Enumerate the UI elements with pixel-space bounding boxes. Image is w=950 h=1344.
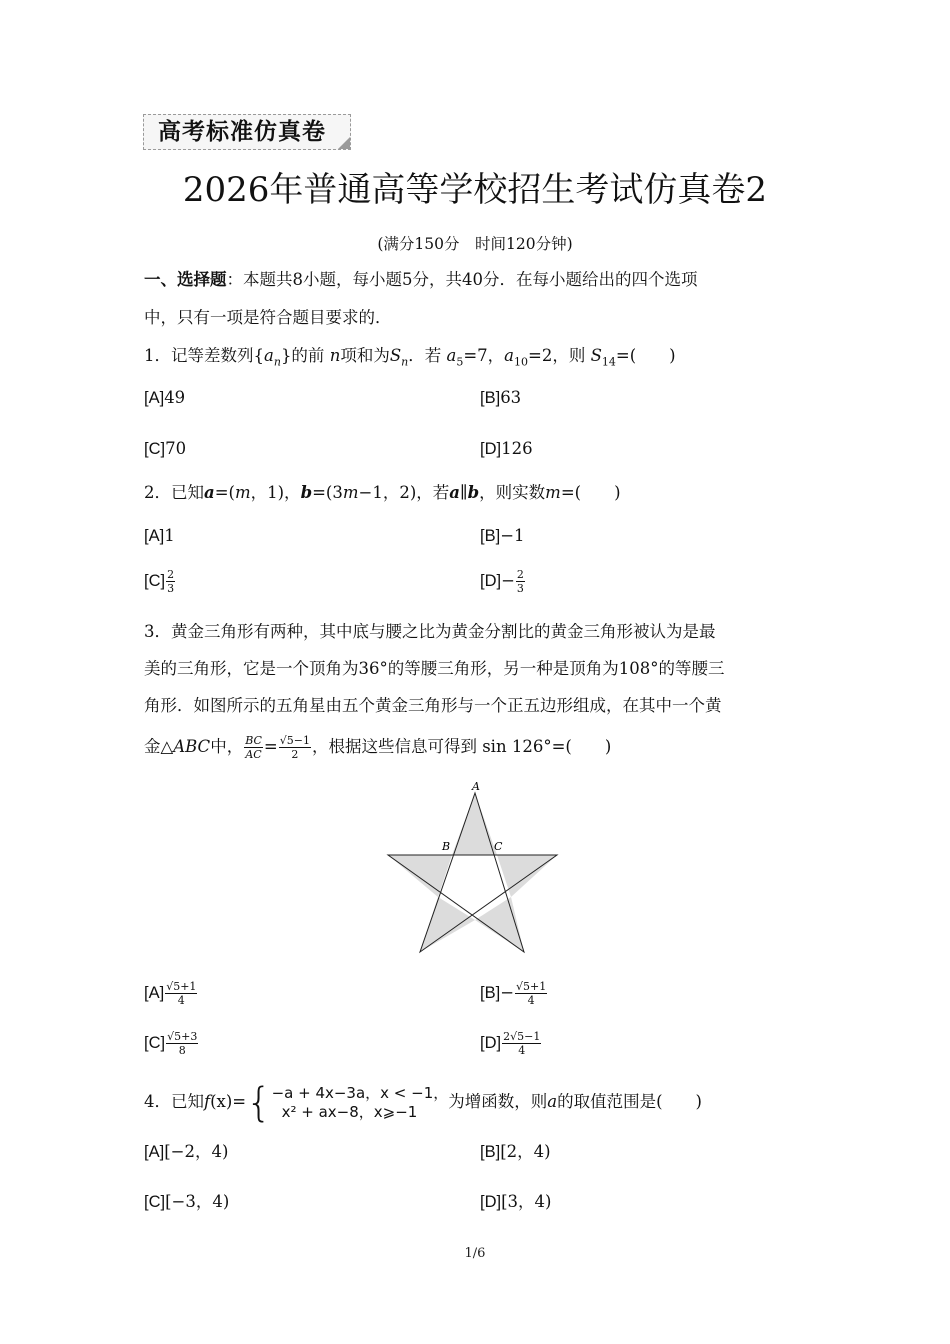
point-label-c: C [494,840,503,853]
question-1-stem: 1．记等差数列$\{a_n\}$的前 n项和为$S_n$．若 $a_5=7$，$a_{10}=2$，则 $S_{14}=$( ) [144,346,676,369]
q4-option-c[interactable]: [C][−3，4) [144,1192,230,1211]
pentagram-figure [380,772,570,962]
point-label-a: A [472,780,480,793]
section-intro-line1 [144,270,698,290]
question-2-stem: 2．已知a=(m，1)，b=(3m−1，2)，若a∥b，则实数m=( ) [144,483,621,502]
fraction-golden: $\frac{√5-1}{2}$ [279,734,310,761]
fraction-bc-ac: $\frac{BC}{AC}$ [245,734,262,761]
star-tip-lower-left [420,897,475,952]
fraction: $\frac{√5+1}{4}$ [516,980,547,1007]
q3-option-a[interactable]: [A] $\frac{√5+1}{4}$ [144,980,197,1007]
fraction: $\frac{√5+1}{4}$ [166,980,197,1007]
q1-option-d[interactable]: [D]126 [480,439,533,458]
q1-option-a[interactable]: [A]49 [144,388,186,407]
q3-option-d[interactable]: [D] $\frac{2√5-1}{4}$ [480,1030,541,1057]
banner-corner-fold [338,137,350,149]
section-intro-text: ：本题共8小题，每小题5分，共40分．在每小题给出的四个选项 [226,270,698,289]
q4-option-d[interactable]: [D][3，4) [480,1192,552,1211]
q2-option-c[interactable]: [C] $\frac{2}{3}$ [144,568,175,595]
q2-option-d[interactable]: [D]− $\frac{2}{3}$ [480,568,524,595]
q2-option-a[interactable]: [A]1 [144,526,175,545]
q4-option-a[interactable]: [A][−2，4) [144,1142,229,1161]
q3-option-c[interactable]: [C] $\frac{√5+3}{8}$ [144,1030,198,1057]
section-heading: 一、选择题 [144,270,227,289]
q4-option-b[interactable]: [B][2，4) [480,1142,551,1161]
exam-subtitle: (满分150分 时间120分钟) [377,235,573,253]
exam-title: 2026年普通高等学校招生考试仿真卷2 [182,170,768,210]
q3-option-b[interactable]: [B]− $\frac{√5+1}{4}$ [480,980,547,1007]
fraction: $\frac{2}{3}$ [516,568,524,595]
point-label-b: B [442,840,451,853]
star-tip-lower-right [475,897,524,952]
question-4-stem: 4．已知f(x)={ −a + 4x−3a，x < −1， x² + ax−8，x⩾−1 为增函数，则a的取值范围是( ) [144,1079,702,1126]
fraction: $\frac{2}{3}$ [167,568,175,595]
question-3-line1: 3．黄金三角形有两种，其中底与腰之比为黄金分割比的黄金三角形被认为是最 [144,622,716,641]
section-intro-line2: 中，只有一项是符合题目要求的． [144,308,392,327]
fraction: $\frac{2√5-1}{4}$ [503,1030,541,1057]
star-tip-top [452,793,497,855]
page-number: 1/6 [464,1246,486,1261]
q1-option-c[interactable]: [C]70 [144,439,187,458]
left-brace: { [246,1079,272,1126]
q1-option-b[interactable]: [B]63 [480,388,522,407]
question-3-line2: 美的三角形，它是一个顶角为36°的等腰三角形，另一种是顶角为108°的等腰三 [144,659,725,678]
question-3-line3: 角形．如图所示的五角星由五个黄金三角形与一个正五边形组成，在其中一个黄 [144,696,722,715]
question-3-line4: 金△ABC中， $\frac{BC}{AC}$ = $\frac{√5-1}{2}$ ，根据这些信息可得到 sin 126°=( ) [144,734,612,761]
banner-text: 高考标准仿真卷 [158,118,326,145]
fraction: $\frac{√5+3}{8}$ [167,1030,198,1057]
paper-banner [143,114,351,150]
q2-option-b[interactable]: [B]−1 [480,526,525,545]
piecewise-cases: −a + 4x−3a，x < −1， x² + ax−8，x⩾−1 [271,1083,449,1121]
